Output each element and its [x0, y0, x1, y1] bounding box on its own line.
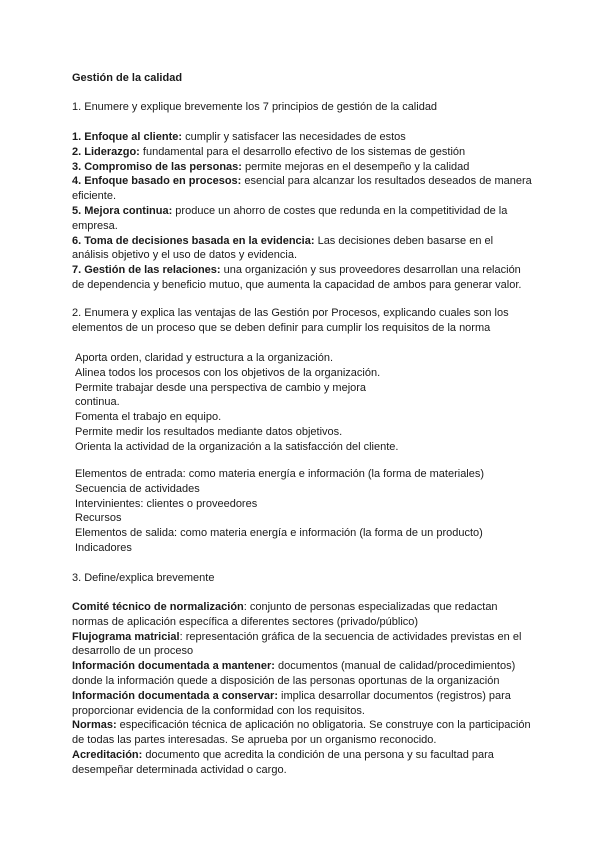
- principle-term: 1. Enfoque al cliente:: [72, 131, 183, 143]
- definition-item: [72, 689, 532, 719]
- principle-text: fundamental para el desarrollo efectivo de los sistemas de gestión: [139, 145, 466, 158]
- principle-text: cumplir y satisfacer las necesidades de estos: [182, 131, 406, 143]
- process-element-item: Intervinientes: clientes o proveedores: [75, 497, 258, 510]
- principle-term: 3. Compromiso de las personas:: [72, 160, 242, 173]
- definition-term: Normas:: [72, 719, 117, 732]
- question-2-text: 2. Enumera y explica las ventajas de las Gestión por Procesos, explicando cuales son los elementos de un proceso que se deben definir para cumplir los requisitos de la norma: [72, 307, 509, 334]
- process-elements-list: [75, 467, 535, 556]
- principle-term: 6. Toma de decisiones basada en la evidencia:: [72, 234, 315, 247]
- process-element-item: Recursos: [75, 512, 122, 525]
- principle-text: Las decisiones deben basarse en el análisis objetivo y el uso de datos y evidencia.: [72, 234, 494, 262]
- advantages-list: [75, 351, 535, 455]
- question-1-text: 1. Enumere y explique brevemente los 7 principios de gestión de la calidad: [72, 101, 438, 113]
- definition-text: documento que acredita la condición de una persona y su facultad para desempeñar determinada actividad o cargo.: [72, 748, 494, 776]
- definition-text: : representación gráfica de la secuencia de actividades previstas en el desarrollo de un proceso: [72, 630, 522, 658]
- principle-term: 5. Mejora continua:: [72, 204, 173, 217]
- definition-text: : conjunto de personas especializadas que redactan normas de aplicación específica a diferentes sectores (privado/público): [72, 601, 498, 628]
- principle-term: 2. Liderazgo:: [72, 145, 140, 158]
- definition-item: [72, 600, 532, 630]
- process-element-item: Elementos de entrada: como materia energía e información (la forma de materiales): [75, 468, 485, 480]
- definition-text: implica desarrollar documentos (registros) para proporcionar evidencia de la conformidad con los requisitos.: [72, 689, 511, 717]
- principle-item: [72, 263, 532, 293]
- advantage-item: Permite trabajar desde una perspectiva de cambio y mejora: [75, 381, 367, 394]
- definition-item: [72, 748, 532, 778]
- principle-term: 7. Gestión de las relaciones:: [72, 264, 221, 277]
- definition-item: [72, 659, 532, 689]
- question-2: [72, 306, 532, 336]
- question-3: [72, 571, 532, 586]
- advantage-item: Aporta orden, claridad y estructura a la organización.: [75, 352, 334, 364]
- advantage-item: Permite medir los resultados mediante datos objetivos.: [75, 425, 343, 438]
- principle-text: produce un ahorro de costes que redunda en la competitividad de la empresa.: [72, 204, 508, 232]
- definition-term: Acreditación:: [72, 748, 143, 761]
- advantage-item: Alinea todos los procesos con los objetivos de la organización.: [75, 366, 381, 379]
- page-title: Gestión de la calidad: [72, 72, 183, 84]
- principle-item: [72, 130, 532, 145]
- definition-text: documentos (manual de calidad/procedimientos) donde la información quede a disposición de las personas oportunas de la organización: [72, 660, 516, 687]
- definition-term: Comité técnico de normalización: [72, 601, 244, 613]
- advantage-item: Orienta la actividad de la organización a la satisfacción del cliente.: [75, 440, 399, 453]
- definition-term: Flujograma matricial: [72, 630, 180, 643]
- advantage-item: Fomenta el trabajo en equipo.: [75, 411, 222, 424]
- advantage-item: continua.: [75, 396, 120, 409]
- principle-term: 4. Enfoque basado en procesos:: [72, 175, 242, 188]
- process-element-item: Indicadores: [75, 541, 132, 554]
- principle-item: [72, 160, 532, 175]
- process-element-item: Elementos de salida: como materia energía e información (la forma de un producto): [75, 527, 483, 540]
- principle-text: permite mejoras en el desempeño y la calidad: [241, 160, 470, 173]
- principles-list: [72, 130, 532, 293]
- principle-item: [72, 234, 532, 264]
- process-element-item: Secuencia de actividades: [75, 482, 200, 495]
- definition-item: [72, 718, 532, 748]
- principle-item: [72, 174, 532, 204]
- principle-item: [72, 145, 532, 160]
- definition-item: [72, 630, 532, 660]
- definition-text: especificación técnica de aplicación no obligatoria. Se construye con la participación de todas las partes interesadas. Se aprueba por un organismo reconocido.: [72, 719, 531, 747]
- definitions-list: [72, 600, 532, 778]
- principle-text: una organización y sus proveedores desarrollan una relación de dependencia y beneficio mutuo, que aumenta la capacidad de ambos para generar valor.: [72, 264, 522, 291]
- definition-term: Información documentada a conservar:: [72, 689, 278, 702]
- question-1: [72, 100, 532, 115]
- principle-text: esencial para alcanzar los resultados deseados de manera eficiente.: [72, 175, 532, 203]
- definition-term: Información documentada a mantener:: [72, 660, 275, 673]
- question-3-text: 3. Define/explica brevemente: [72, 572, 215, 584]
- principle-item: [72, 204, 532, 234]
